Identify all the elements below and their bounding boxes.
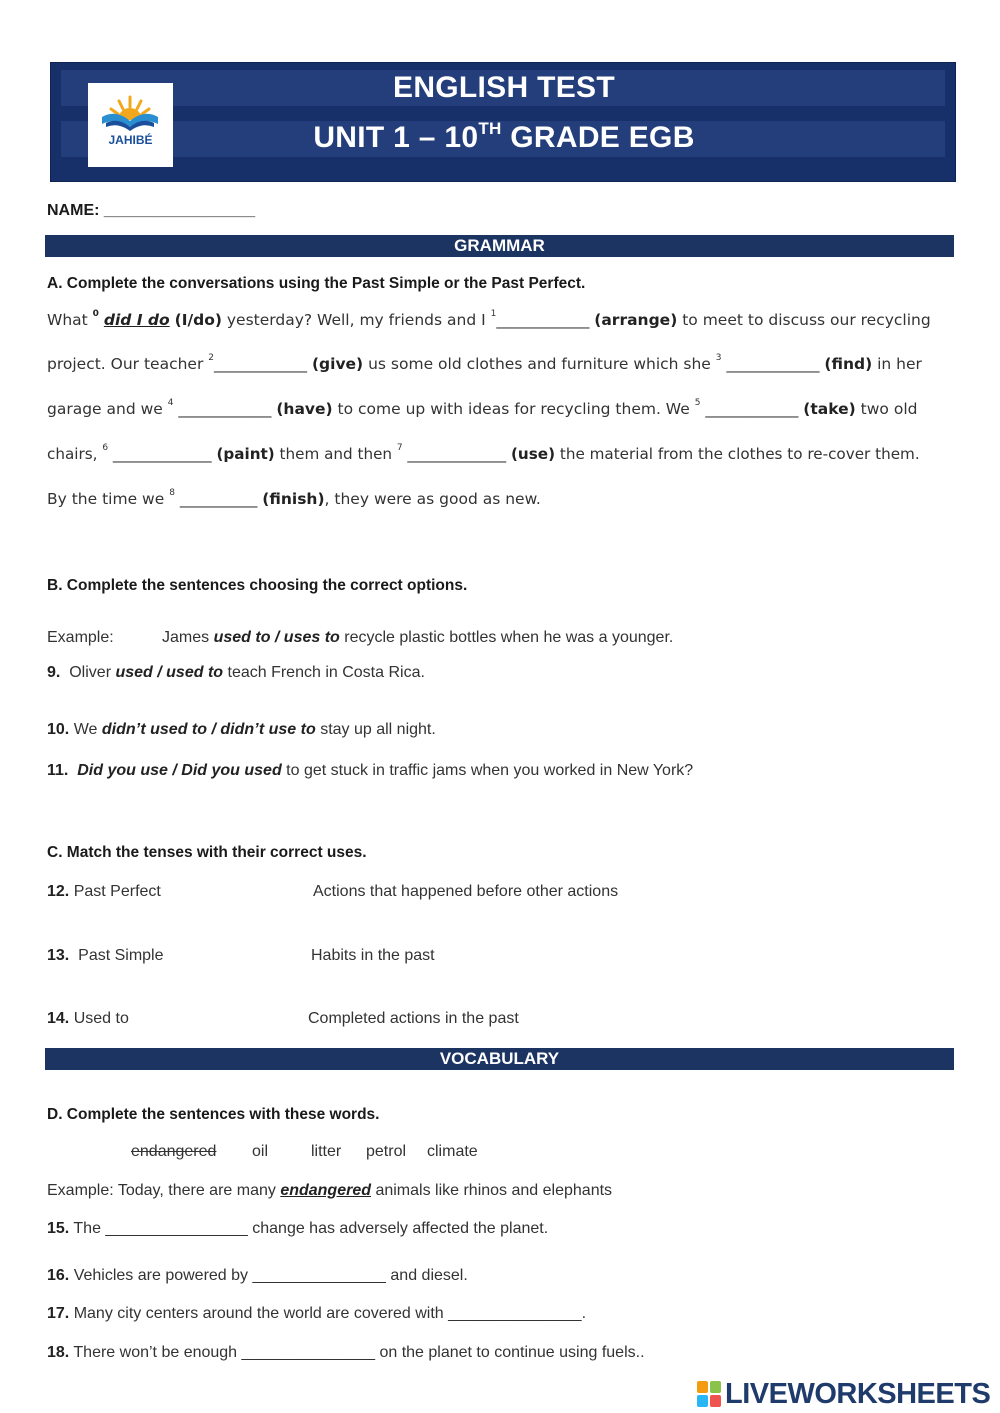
liveworksheets-logo — [697, 1376, 990, 1412]
question-15[interactable]: 15. The ________________ change has adversely affected the planet. — [47, 1220, 549, 1237]
match-use-a[interactable]: Actions that happened before other actions — [313, 883, 619, 900]
match-tense-13[interactable]: 13. Past Simple — [47, 947, 164, 964]
section-vocabulary: VOCABULARY — [45, 1048, 954, 1070]
word-bank-oil: oil — [252, 1143, 269, 1160]
part-c-instruction: C. Match the tenses with their correct uses. — [47, 844, 367, 861]
match-tense-12[interactable]: 12. Past Perfect — [47, 883, 161, 900]
name-field[interactable]: NAME: _________________ — [47, 202, 256, 219]
test-header — [50, 62, 956, 182]
option-choice[interactable]: didn’t used to / didn’t use to — [101, 721, 316, 738]
part-d-instruction: D. Complete the sentences with these words. — [47, 1106, 380, 1123]
book-sun-logo-icon — [88, 83, 173, 167]
liveworksheets-icon — [697, 1381, 721, 1407]
option-choice[interactable]: used / used to — [115, 664, 224, 681]
blank-7[interactable]: _____________ — [402, 445, 511, 463]
logo-text: JAHIBÉ — [108, 133, 153, 147]
part-b-example: Example: James used to / uses to recycle plastic bottles when he was a younger. — [47, 629, 674, 646]
part-b-instruction: B. Complete the sentences choosing the correct options. — [47, 577, 468, 594]
question-16[interactable]: 16. Vehicles are powered by _______________ and diesel. — [47, 1267, 468, 1284]
paragraph-line-2: project. Our teacher $^2$____________ (give) us some old clothes and furniture which she $^3$ ____________ (find) in her — [47, 353, 922, 373]
section-grammar: GRAMMAR — [45, 235, 954, 257]
match-use-c[interactable]: Completed actions in the past — [308, 1010, 519, 1027]
blank-5[interactable]: ____________ — [700, 400, 804, 418]
blank-6[interactable]: _____________ — [108, 445, 217, 463]
question-10: 10. We didn’t used to / didn’t use to stay up all night. — [47, 721, 436, 738]
word-bank-endangered: endangered — [131, 1143, 217, 1160]
blank-8[interactable]: __________ — [174, 490, 263, 508]
blank-4[interactable]: ____________ — [173, 400, 277, 418]
word-bank-climate: climate — [427, 1143, 478, 1160]
blank-1[interactable]: ____________ — [496, 311, 595, 329]
test-subtitle: UNIT 1 – 10TH GRADE EGB — [313, 119, 695, 154]
question-11: 11. Did you use / Did you used to get stuck in traffic jams when you worked in New York? — [47, 762, 694, 779]
question-18[interactable]: 18. There won’t be enough _______________ on the planet to continue using fuels.. — [47, 1344, 645, 1361]
example-answer: did I do — [103, 311, 170, 329]
word-bank-petrol: petrol — [366, 1143, 407, 1160]
part-a-instruction: A. Complete the conversations using the Past Simple or the Past Perfect. — [47, 275, 586, 292]
school-logo — [88, 83, 173, 167]
question-9: 9. Oliver used / used to teach French in Costa Rica. — [47, 664, 425, 681]
paragraph-line-4: chairs, $^6$ _____________ (paint) them and then $^7$ _____________ (use) the material from the clothes to re-cover them. — [47, 443, 920, 463]
paragraph-line-3: garage and we $^4$ ____________ (have) to come up with ideas for recycling them. We $^5$ ____________ (take) two old — [47, 398, 918, 418]
word-bank-litter: litter — [311, 1143, 342, 1160]
blank-2[interactable]: ____________ — [214, 355, 312, 373]
match-use-b[interactable]: Habits in the past — [311, 947, 435, 964]
test-title: ENGLISH TEST — [393, 71, 615, 104]
paragraph-line-1: What $^0$ did I do (I/do) yesterday? Well, my friends and I $^1$____________ (arrange) to meet to discuss our recycling — [47, 309, 931, 329]
blank-3[interactable]: ____________ — [721, 355, 825, 373]
liveworksheets-wordmark: LIVEWORKSHEETS — [725, 1377, 991, 1410]
question-17[interactable]: 17. Many city centers around the world are covered with _______________. — [47, 1305, 587, 1322]
option-choice[interactable]: Did you use / Did you used — [77, 762, 282, 779]
paragraph-line-5: By the time we $^8$ __________ (finish), they were as good as new. — [47, 488, 541, 508]
part-d-example: Example: Today, there are many endangered animals like rhinos and elephants — [47, 1182, 613, 1199]
match-tense-14[interactable]: 14. Used to — [47, 1010, 129, 1027]
